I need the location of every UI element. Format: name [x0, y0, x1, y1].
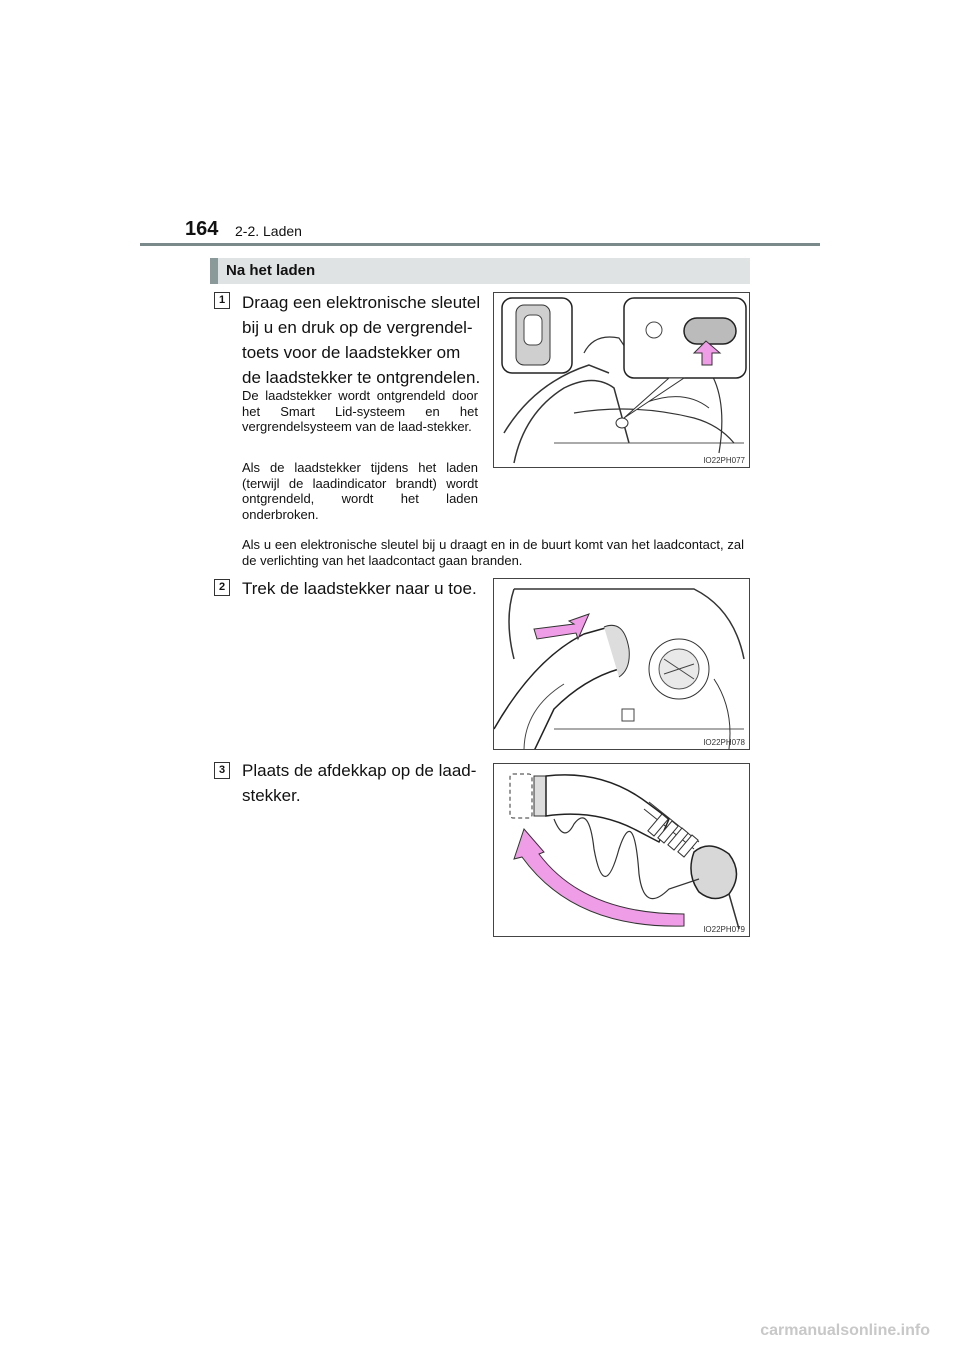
watermark-url[interactable]: carmanualsonline.info	[760, 1322, 930, 1339]
illustration-pull-plug	[493, 578, 750, 750]
illustration-unlock-button	[493, 292, 750, 468]
step-note: Als de laadstekker tijdens het laden (terwijl de laadindicator brandt) wordt ontgrendeld, wordt het laden onderbroken.	[242, 460, 478, 522]
charging-port-unlock-drawing	[494, 293, 750, 468]
step-text: Trek de laadstekker naar u toe.	[242, 579, 477, 598]
header-rule	[140, 243, 820, 246]
step-note: De laadstekker wordt ontgrendeld door het Smart Lid-systeem en het vergrendelsysteem van de laad-stekker.	[242, 388, 478, 434]
chapter-title: 2-2. Laden	[235, 223, 302, 239]
step-text: Draag een elektronische sleutel bij u en druk op de vergrendel-toets voor de laadstekker om de laadstekker te ontgrendelen.	[242, 293, 481, 387]
pull-plug-drawing	[494, 579, 750, 750]
step-number: 3	[214, 762, 230, 779]
page-number: 164	[185, 218, 219, 240]
figure-code: IO22PH079	[703, 925, 745, 934]
step-number: 1	[214, 292, 230, 309]
step-number: 2	[214, 579, 230, 596]
section-heading: Na het laden	[210, 258, 750, 284]
figure-code: IO22PH077	[703, 456, 745, 465]
figure-code: IO22PH078	[703, 738, 745, 747]
plug-cap-drawing	[494, 764, 750, 937]
step-note-wide: Als u een elektronische sleutel bij u draagt en in de buurt komt van het laadcontact, zal de verlichting van het laadcontact gaan branden.	[242, 537, 744, 568]
illustration-cap-on-plug	[493, 763, 750, 937]
step-text: Plaats de afdekkap op de laad-stekker.	[242, 761, 477, 805]
